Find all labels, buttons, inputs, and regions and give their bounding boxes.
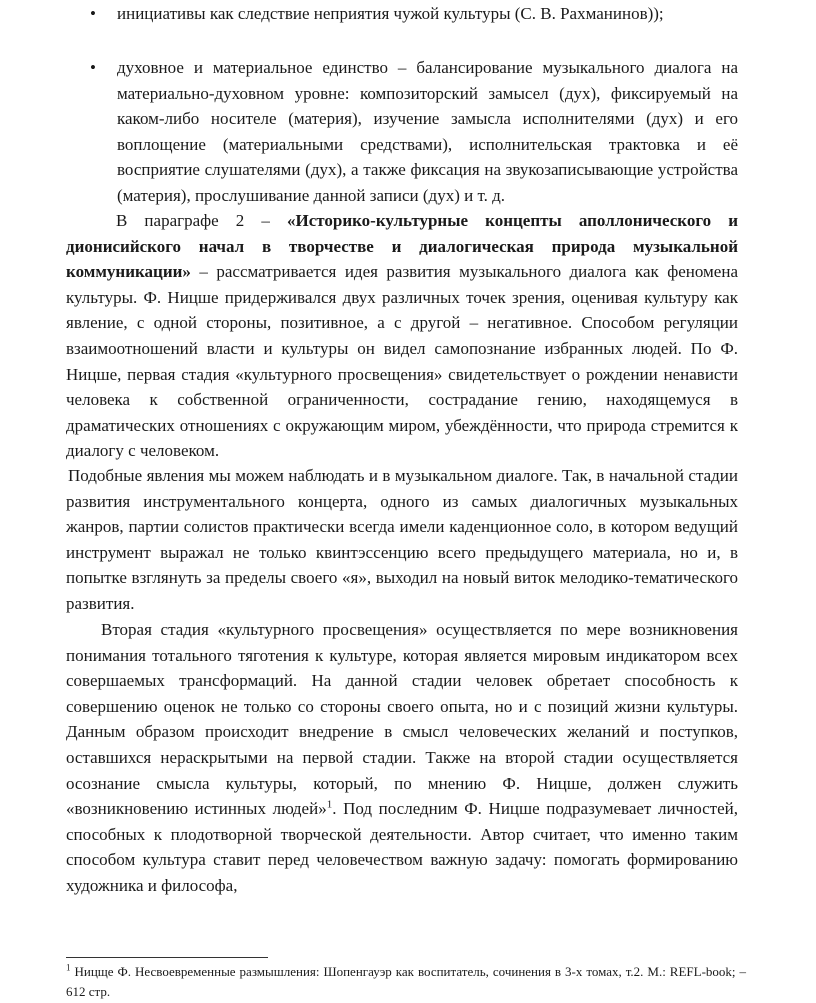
bullet-symbol: • — [90, 58, 96, 77]
paragraph-text-continued: . Под последним Ф. Ницше подразумевает личностей, способных к плодотворной творческой деятельности. Автор считает, что именно таким способом культура ставит перед человечеством важную задачу: помогать формированию художника и философа, — [66, 799, 738, 895]
paragraph-lead: В параграфе 2 – — [116, 211, 287, 230]
footnote-text: Ницще Ф. Несвоевременные размышления: Шопенгауэр как воспитатель, сочинения в 3-х томах, т.2. М.: REFL-book; – 612 стр. — [66, 964, 746, 999]
paragraph — [66, 617, 738, 899]
bullet-item — [0, 55, 816, 209]
paragraph-text: – рассматривается идея развития музыкального диалога как феномена культуры. Ф. Ницше придерживался двух различных точек зрения, оценивая культуру как явление, с одной стороны, позитивное, а с другой – негативное. Способом регуляции взаимоотношений власти и культуры он видел самопознание избранных людей. По Ф. Ницше, первая стадия «культурного просвещения» свидетельствует о рождении ненависти человека к собственной ограниченности, сострадание гению, находящемуся в драматических отношениях с окружающим миром, убеждённости, что природа стремится к диалогу с человеком. — [66, 262, 738, 461]
footnote — [66, 962, 746, 1002]
footnote-divider — [66, 957, 268, 958]
bullet-symbol: • — [90, 4, 96, 23]
footnote-number: 1 — [66, 962, 71, 973]
footnote-reference[interactable]: 1 — [326, 798, 333, 811]
paragraph-text: Вторая стадия «культурного просвещения» осуществляется по мере возникновения понимания тотального тяготения к культуре, которая является мировым индикатором всех совершаемых трансформаций. На данной стадии человек обретает способность к совершению оценок не только со стороны своего опыта, но и с позиций жизни культуры. Данным образом происходит внедрение в смысл человеческих желаний и поступков, оставшихся нераскрытыми на первой стадии. Также на второй стадии осуществляется осознание смысла культуры, который, по мнению Ф. Ницше, должен служить «возникновению истинных людей» — [66, 620, 738, 819]
bullet-text: инициативы как следствие неприятия чужой культуры (С. В. Рахманинов)); — [117, 4, 664, 23]
paragraph — [66, 208, 738, 464]
section-title-bold: «Историко-культурные концепты аполлонического и дионисийского начал в творчестве и диалогическая природа музыкальной коммуникации» — [66, 211, 739, 282]
paragraph — [66, 463, 738, 617]
bullet-item — [0, 1, 816, 27]
paragraph-text: Подобные явления мы можем наблюдать и в музыкальном диалоге. Так, в начальной стадии развития инструментального концерта, одного из самых диалогичных музыкальных жанров, партии солистов практически всегда имели каденционное соло, в котором ведущий инструмент выражал не только квинтэссенцию всего предыдущего материала, но и, в попытке взглянуть за пределы своего «я», выходил на новый виток мелодико-тематического развития. — [66, 466, 738, 613]
bullet-text: духовное и материальное единство – балансирование музыкального диалога на материально-духовном уровне: композиторский замысел (дух), фиксируемый на каком-либо носителе (материя), изучение замысла исполнителями (дух) и его воплощение (материальными средствами), исполнительская трактовка и её восприятие слушателями (дух), а также фиксация на звукозаписывающие устройства (материя), прослушивание данной записи (дух) и т. д. — [117, 58, 738, 205]
